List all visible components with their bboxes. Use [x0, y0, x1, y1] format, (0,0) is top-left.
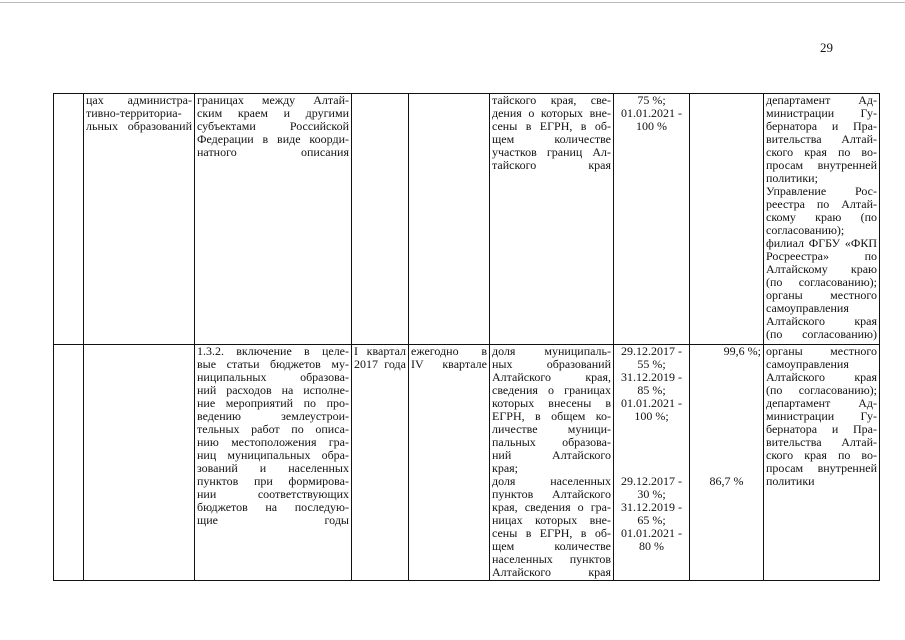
indicator-cell: тайского края, све- дения о которых вне- сены в ЕГРН, в об- щем количестве участков границ Ал- тайского края	[490, 94, 614, 345]
completion-date-cell	[409, 94, 490, 345]
measures-table	[53, 93, 880, 581]
responsible-cell: департамент Ад- министрации Гу- бернатора и Пра- вительства Алтай- ского края по во- просам внутренней политики; Управление Рос- реестра по Алтай- скому краю (по согласованию); филиал ФГБУ «ФКП Росреестра» по Алтайскому краю (по согласованию); органы местного самоуправления Алтайского края (по согласованию)	[764, 94, 880, 345]
object-name-cell: цах администра- тивно-территориа- льных образований	[84, 94, 195, 345]
actual-value-cell: 99,6 %; 86,7 %	[690, 345, 764, 581]
target-value-cell: 75 %; 01.01.2021 - 100 %	[614, 94, 690, 345]
scan-top-edge	[0, 2, 905, 3]
row-margin-cell	[54, 94, 84, 345]
responsible-cell: органы местного самоуправления Алтайского края (по согласованию); департамент Ад- министрации Гу- бернатора и Пра- вительства Алтай- ского края по во- просам внутренней политики	[764, 345, 880, 581]
page-number: 29	[820, 40, 833, 55]
measure-cell: границах между Алтай- ским краем и другими субъектами Российской Федерации в виде коорди- натного описания	[195, 94, 352, 345]
start-date-cell	[352, 94, 409, 345]
table-row	[54, 345, 880, 581]
row-margin-cell	[54, 345, 84, 581]
object-name-cell	[84, 345, 195, 581]
actual-value-cell	[690, 94, 764, 345]
table-row	[54, 94, 880, 345]
start-date-cell: I квартал 2017 года	[352, 345, 409, 581]
indicator-cell: доля муниципаль- ных образований Алтайского края, сведения о границах которых внесены в ЕГРН, в общем ко- личестве муници- пальных образова- ний Алтайского края; доля населенных пунктов Алтайского края, сведения о гра- ницах которых вне- сены в ЕГРН, в об- щем количестве населенных пунктов Алтайского края	[490, 345, 614, 581]
completion-date-cell: ежегодно в IV квартале	[409, 345, 490, 581]
measure-cell: 1.3.2. включение в целе- вые статьи бюджетов му- ниципальных образова- ний расходов на исполне- ние мероприятий по про- ведению землеустрои- тельных работ по описа- нию местоположения гра- ниц муниципальных обра- зований и населенных пунктов при формирова- нии соответствующих бюджетов на последую- щие годы	[195, 345, 352, 581]
target-value-cell: 29.12.2017 - 55 %; 31.12.2019 - 85 %; 01.01.2021 - 100 %; 29.12.2017 - 30 %; 31.12.2019 - 65 %; 01.01.2021 - 80 %	[614, 345, 690, 581]
